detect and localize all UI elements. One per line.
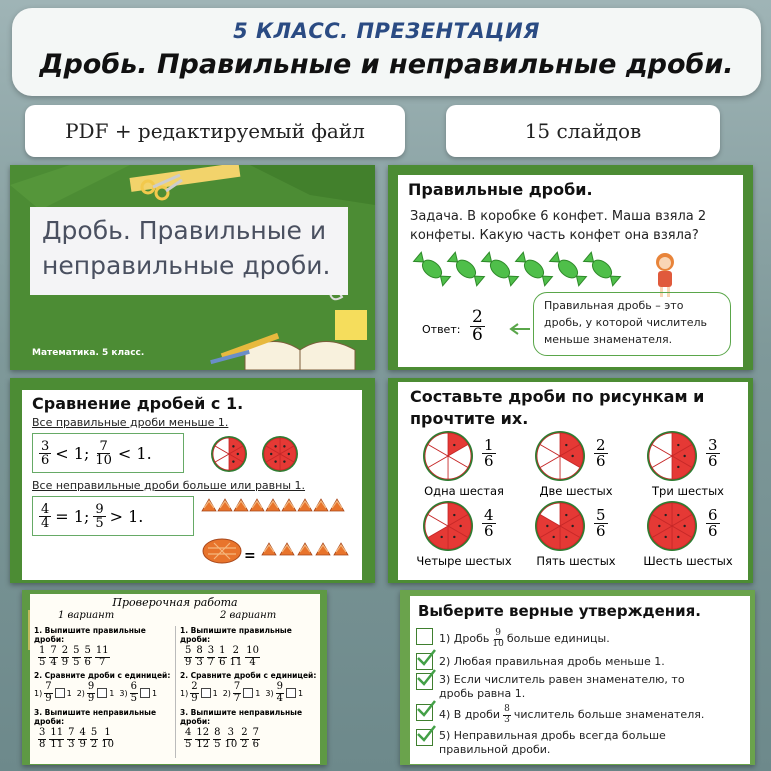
mini-fraction [84, 646, 92, 668]
fraction-numerator: 4 [185, 727, 192, 738]
fraction-numerator: 1 [39, 645, 46, 656]
slide-thumbnail-4[interactable] [388, 378, 753, 583]
arrow-left-icon [508, 322, 532, 336]
fraction-numerator: 6 [130, 681, 137, 692]
fraction-denominator: 9 [61, 656, 69, 668]
fraction-denominator: 4 [276, 692, 283, 704]
mini-fraction [213, 728, 221, 750]
pie-slice-icon [314, 499, 328, 511]
fraction-numerator: 2 [191, 681, 198, 692]
answer-box[interactable] [140, 688, 150, 698]
slide1-title-line1: Дробь. Правильные и [42, 216, 327, 245]
mini-fraction [67, 728, 75, 750]
mini-fraction [195, 728, 210, 750]
fraction-numerator: 1 [104, 727, 111, 738]
fraction-denominator: 5 [95, 515, 104, 531]
variant2-column [180, 626, 320, 750]
mini-fraction [184, 728, 192, 750]
mini-fraction [38, 728, 46, 750]
pie-slices-illustration [200, 493, 360, 573]
item-number: 1) [180, 688, 189, 698]
comparison-text: < 1; [55, 443, 90, 463]
fraction-numerator: 3 [207, 645, 215, 656]
fraction-denominator: 4 [50, 656, 57, 668]
watermelon-icon [532, 430, 588, 482]
slide2-content [398, 175, 743, 367]
statement-item [416, 653, 746, 670]
answer-box[interactable] [201, 688, 211, 698]
pie-slice-icon [334, 543, 348, 555]
pie-slice-icon [250, 499, 264, 511]
fraction-denominator: 6 [708, 522, 718, 540]
task3-label: 3. Выпишите неправильные дроби: [180, 708, 303, 726]
slide3-example1 [32, 433, 184, 473]
statement-checkbox[interactable] [416, 628, 433, 645]
mini-fraction [276, 682, 284, 704]
fraction-numerator: 9 [276, 681, 283, 692]
statement-item [416, 673, 746, 701]
fraction-numerator: 3 [708, 436, 718, 454]
fraction-numerator: 5 [90, 727, 98, 738]
mini-fraction [195, 646, 203, 668]
fraction-denominator: 8 [39, 738, 46, 750]
fraction-numerator: 9 [95, 501, 104, 517]
slide1-title-line2: неправильные дроби. [42, 251, 331, 280]
fraction-value [706, 508, 720, 539]
answer-box[interactable] [243, 688, 253, 698]
mini-fraction [224, 728, 237, 750]
statement-text: числитель больше знаменателя. [513, 708, 705, 721]
definition-line3: меньше знаменателя. [544, 333, 673, 346]
fraction-denominator: 7 [233, 692, 241, 704]
watermelon-pair-1 [202, 434, 312, 474]
slide3-content [22, 390, 362, 580]
fraction-denominator: 6 [252, 738, 259, 750]
one-value: 1 [212, 688, 218, 698]
fraction-numerator: 2 [61, 645, 69, 656]
fraction-numerator: 8 [214, 727, 221, 738]
fraction-item [520, 502, 632, 574]
task2-comparisons [34, 682, 174, 704]
slide3-example2 [32, 496, 194, 536]
watermelon-slices [535, 501, 585, 551]
mini-fraction [90, 728, 98, 750]
fraction-word-label: Шесть шестых [643, 554, 733, 568]
fraction-denominator: 7 [99, 656, 106, 668]
slide4-title-line1: Составьте дроби по рисункам и [410, 387, 705, 406]
fraction-numerator: 3 [39, 727, 46, 738]
watermelon-icon [420, 500, 476, 552]
fraction-denominator: 9 [185, 656, 192, 668]
mini-fraction [240, 728, 248, 750]
fraction-numerator: 5 [73, 645, 80, 656]
fraction-value [482, 508, 496, 539]
mini-fraction [95, 646, 110, 668]
mini-fraction [492, 629, 503, 649]
fraction-numerator: 4 [484, 506, 494, 524]
statement-text: больше единицы. [506, 632, 610, 645]
statement-item [416, 628, 746, 650]
slide4-content [398, 382, 748, 580]
variant1-column [34, 626, 174, 750]
fraction-numerator: 7 [45, 681, 52, 692]
mini-fraction [184, 646, 192, 668]
pie-slice-icon [202, 499, 216, 511]
mini-fraction [503, 705, 511, 725]
slide5-worksheet [30, 594, 320, 764]
mini-fraction [230, 646, 243, 668]
fraction-denominator: 10 [101, 738, 114, 750]
variant-divider [175, 626, 176, 758]
slide-thumbnail-3[interactable] [10, 378, 375, 583]
slide2-title: Правильные дроби. [408, 180, 593, 199]
fraction-denominator: 5 [214, 738, 221, 750]
one-value: 1 [66, 688, 72, 698]
mini-fraction [190, 682, 198, 704]
mini-fraction [49, 646, 57, 668]
equals-sign: = [244, 548, 256, 564]
format-badge: PDF + редактируемый файл [25, 105, 405, 157]
task1-label: 1. Выпишите правильные дроби: [34, 626, 146, 644]
statement-item [416, 729, 746, 757]
checkmark-icon [415, 699, 437, 719]
fraction-value [706, 438, 720, 469]
mini-fraction [207, 646, 215, 668]
fraction-denominator: 4 [41, 515, 50, 531]
fraction-numerator: 7 [252, 727, 259, 738]
pie-slice-icon [234, 499, 248, 511]
statement-text: 5) Неправильная дробь всегда больше [439, 729, 666, 742]
fraction-numerator: 9 [495, 628, 501, 639]
fraction-word-label: Три шестых [652, 484, 724, 498]
definition-bubble [533, 292, 731, 356]
candy-icon [515, 251, 553, 286]
fraction-denominator: 9 [191, 692, 198, 704]
definition-line1: Правильная дробь – это [544, 299, 684, 312]
slide3-rule2: Все неправильные дроби больше или равны 1. [32, 479, 306, 492]
fraction-denominator: 6 [219, 656, 226, 668]
fraction-denominator: 4 [249, 656, 256, 668]
fraction-numerator: 7 [99, 438, 108, 454]
header-subtitle: 5 КЛАСС. ПРЕЗЕНТАЦИЯ [233, 19, 540, 43]
watermelon-icon [644, 500, 700, 552]
watermelon-slices [423, 501, 473, 551]
variant2-label: 2 вариант [220, 610, 277, 621]
whole-pie-icon [203, 539, 241, 563]
watermelon-slices [647, 431, 697, 481]
fraction-numerator: 5 [84, 645, 91, 656]
statement-text: правильной дроби. [439, 743, 551, 756]
task3-label: 3. Выпишите неправильные дроби: [34, 708, 157, 726]
fraction-word-label: Две шестых [539, 484, 613, 498]
girl-icon [656, 253, 674, 297]
candy-icon [413, 251, 451, 286]
fraction-denominator: 12 [196, 738, 210, 750]
task3-fractions [38, 728, 174, 750]
checkmark-icon [415, 648, 437, 668]
slide-thumbnail-1[interactable] [10, 165, 375, 370]
one-value: 1 [151, 688, 158, 698]
checkmark-icon [415, 724, 437, 744]
fraction-numerator: 11 [95, 645, 109, 656]
definition-line2: дробь, у которой числитель [544, 316, 708, 329]
fraction-numerator: 4 [79, 727, 86, 738]
mini-fraction [87, 682, 95, 704]
slide-thumbnail-5[interactable] [22, 590, 327, 765]
slide-thumbnail-2[interactable] [388, 165, 753, 370]
statement-checkbox[interactable] [416, 729, 433, 746]
one-value: 1 [109, 688, 115, 698]
candy-icon [583, 251, 621, 286]
fraction-numerator: 7 [68, 727, 75, 738]
task2-label: 2. Сравните дроби с единицей: [34, 671, 171, 680]
fraction-denominator: 3 [196, 656, 203, 668]
slide6-title: Выберите верные утверждения. [418, 602, 702, 620]
fraction-denominator: 6 [84, 656, 91, 668]
fraction-numerator: 12 [196, 727, 210, 738]
fraction-denominator: 2 [90, 738, 98, 750]
fraction-denominator: 6 [596, 452, 606, 470]
statement-text: дробь равна 1. [439, 687, 526, 700]
watermelon-slices [535, 431, 585, 481]
slide-thumbnail-6[interactable] [400, 590, 755, 765]
pie-slice-icon [298, 543, 312, 555]
fraction-denominator: 9 [87, 692, 95, 704]
fraction-denominator: 6 [484, 522, 494, 540]
fraction-denominator: 6 [708, 452, 718, 470]
watermelon-slices [423, 431, 473, 481]
fraction-word-label: Пять шестых [536, 554, 616, 568]
fraction-numerator: 9 [87, 681, 95, 692]
header-banner [12, 8, 761, 96]
mini-fraction [218, 646, 226, 668]
fraction-numerator: 5 [596, 506, 606, 524]
task2-comparisons [180, 682, 320, 704]
candy-icon [481, 251, 519, 286]
pie-slice-icon [266, 499, 280, 511]
slide4-title-line2: прочтите их. [410, 409, 529, 428]
fraction-word-label: Одна шестая [424, 484, 504, 498]
one-value: 1 [255, 688, 261, 698]
fraction-numerator: 7 [233, 681, 241, 692]
slide2-task-line2: конфеты. Какую часть конфет она взяла? [410, 228, 699, 243]
slide3-title: Сравнение дробей с 1. [32, 394, 244, 413]
fraction-numerator: 2 [241, 727, 248, 738]
fraction-numerator: 3 [41, 438, 50, 454]
fraction-numerator: 1 [219, 645, 226, 656]
statement-text: 4) В дроби [439, 708, 501, 721]
pie-slice-icon [280, 543, 294, 555]
fraction-denominator: 7 [207, 656, 215, 668]
comparison-text: < 1. [117, 443, 152, 463]
pie-slice-icon [262, 543, 276, 555]
fraction-denominator: 5 [185, 738, 192, 750]
watermelon-icon [532, 500, 588, 552]
item-number: 2) [76, 688, 85, 698]
watermelon-half [211, 436, 247, 472]
fraction-numerator: 3 [227, 727, 235, 738]
fraction-denominator: 6 [41, 452, 50, 468]
fraction-value [594, 438, 608, 469]
mini-fraction [130, 682, 138, 704]
comparison-text: > 1. [109, 506, 144, 526]
fraction-numerator: 5 [185, 645, 192, 656]
item-number: 2) [222, 688, 231, 698]
pie-slice-icon [316, 543, 330, 555]
answer-box[interactable] [55, 688, 65, 698]
fraction-denominator: 11 [50, 738, 64, 750]
fraction-numerator: 10 [246, 645, 259, 656]
slide2-task-line1: Задача. В коробке 6 конфет. Маша взяла 2 [410, 209, 707, 224]
statement-text: 3) Если числитель равен знаменателю, то [439, 673, 685, 686]
fraction-denominator: 6 [596, 522, 606, 540]
header-title: Дробь. Правильные и неправильные дроби. [39, 49, 734, 80]
fraction-value [594, 508, 608, 539]
item-number: 3) [119, 688, 128, 698]
item-number: 1) [34, 688, 43, 698]
pie-slice-icon [330, 499, 344, 511]
slide6-content [410, 596, 750, 764]
pie-slice-icon [218, 499, 232, 511]
statements-list [416, 628, 746, 760]
fraction-numerator: 2 [596, 436, 606, 454]
fraction-numerator: 11 [50, 727, 64, 738]
answer-box[interactable] [97, 688, 107, 698]
fraction-numerator: 2 [232, 645, 240, 656]
fraction-numerator: 8 [504, 704, 510, 715]
mini-fraction [252, 728, 260, 750]
watermelon-full [262, 436, 298, 472]
slide2-answer-label: Ответ: [422, 323, 461, 336]
fraction-denominator: 5 [73, 656, 80, 668]
fraction-denominator: 5 [39, 656, 46, 668]
comparison-text: = 1; [55, 506, 90, 526]
pie-slice-icon [298, 499, 312, 511]
mini-fraction [38, 646, 46, 668]
fraction-denominator: 3 [68, 738, 75, 750]
watermelon-icon [420, 430, 476, 482]
mini-fraction [245, 646, 260, 668]
candy-icon [447, 251, 485, 286]
slide1-footer: Математика. 5 класс. [32, 348, 145, 358]
fraction-denominator: 6 [484, 452, 494, 470]
fraction-denominator: 9 [45, 692, 52, 704]
fraction-denominator: 10 [95, 452, 112, 468]
answer-box[interactable] [286, 688, 296, 698]
mini-fraction [233, 682, 241, 704]
worksheet-title: Проверочная работа [112, 596, 238, 609]
fraction-item [408, 432, 520, 504]
fraction-value [482, 438, 496, 469]
fraction-numerator: 7 [50, 645, 57, 656]
mini-fraction [61, 646, 69, 668]
statement-item [416, 704, 746, 726]
fraction-item [520, 432, 632, 504]
watermelon-icon [644, 430, 700, 482]
fraction-denominator: 9 [79, 738, 86, 750]
fraction-denominator: 10 [492, 638, 504, 649]
fraction-word-label: Четыре шестых [416, 554, 512, 568]
fraction-numerator: 6 [708, 506, 718, 524]
candies-illustration [398, 247, 743, 297]
fraction-numerator: 4 [41, 501, 50, 517]
fraction-denominator: 10 [224, 738, 238, 750]
checkmark-icon [415, 668, 437, 688]
variant1-label: 1 вариант [58, 610, 115, 621]
fraction-denominator: 11 [229, 656, 243, 668]
item-number: 3) [265, 688, 274, 698]
watermelon-slices [647, 501, 697, 551]
fraction-numerator: 2 [472, 307, 483, 327]
slide1-title-card [30, 207, 348, 295]
slides-count-badge: 15 слайдов [446, 105, 720, 157]
one-value: 1 [297, 688, 304, 698]
fraction-item [632, 502, 744, 574]
fraction-denominator: 6 [472, 325, 483, 345]
fraction-numerator: 8 [196, 645, 203, 656]
pie-slice-icon [282, 499, 296, 511]
mini-fraction [49, 728, 64, 750]
candy-icon [549, 251, 587, 286]
task3-fractions [184, 728, 320, 750]
task1-label: 1. Выпишите правильные дроби: [180, 626, 292, 644]
mini-fraction [78, 728, 86, 750]
fraction-denominator: 2 [241, 738, 248, 750]
slide2-answer-fraction [470, 309, 485, 344]
mini-fraction [101, 728, 114, 750]
task1-fractions [184, 646, 320, 668]
fraction-item [408, 502, 520, 574]
slide3-rule1: Все правильные дроби меньше 1. [32, 416, 229, 429]
fraction-denominator: 3 [504, 714, 510, 725]
statement-checkbox[interactable] [416, 704, 433, 721]
mini-fraction [44, 682, 52, 704]
mini-fraction [72, 646, 80, 668]
task1-fractions [38, 646, 174, 668]
fraction-item [632, 432, 744, 504]
task2-label: 2. Сравните дроби с единицей: [180, 671, 317, 680]
statement-text: 1) Дробь [439, 632, 490, 645]
fraction-numerator: 1 [484, 436, 494, 454]
statement-text: 2) Любая правильная дробь меньше 1. [439, 655, 665, 668]
statement-checkbox[interactable] [416, 673, 433, 690]
fraction-denominator: 5 [130, 692, 137, 704]
